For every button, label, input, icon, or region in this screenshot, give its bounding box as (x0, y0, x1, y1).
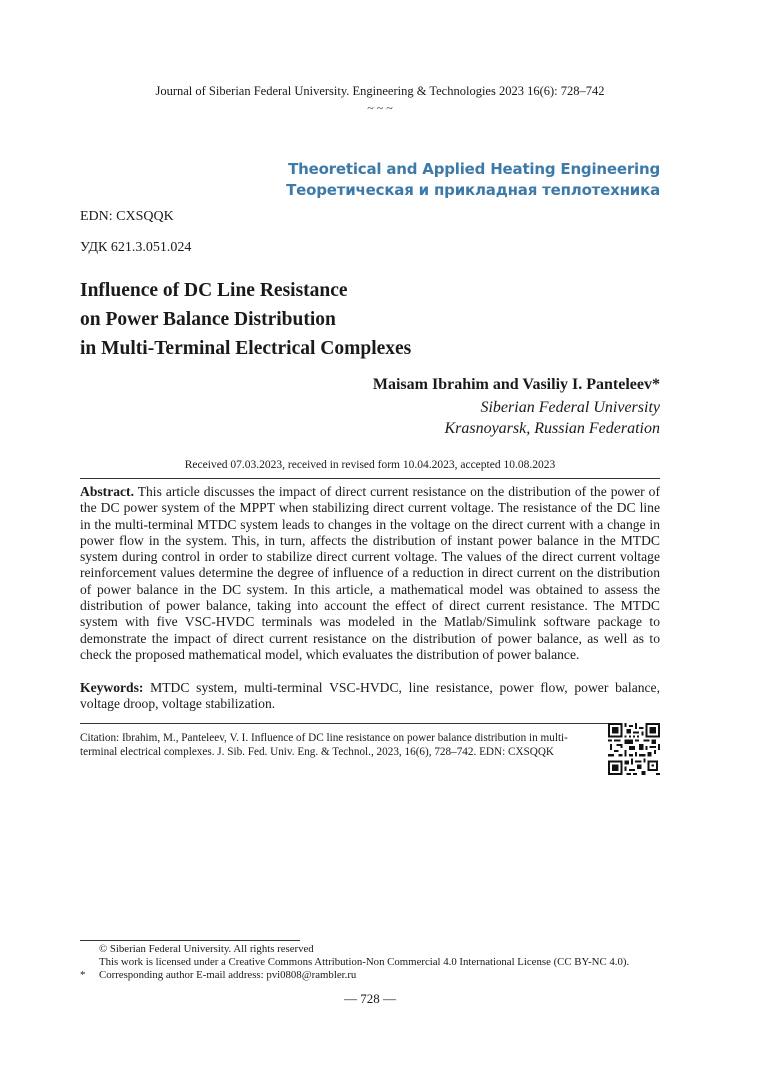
divider (80, 478, 660, 479)
udk-code: УДК 621.3.051.024 (80, 240, 192, 255)
corresponding-author-note: Corresponding author E-mail address: pvi0808@rambler.ru (99, 969, 357, 981)
article-title (80, 276, 600, 363)
authors: Maisam Ibrahim and Vasiliy I. Panteleev* (372, 376, 660, 393)
article-title-line: Influence of DC Line Resistance (80, 280, 348, 301)
affiliation-university: Siberian Federal University (480, 399, 660, 416)
keywords (80, 680, 660, 713)
keywords-text: MTDC system, multi-terminal VSC-HVDC, line resistance, power flow, power balance, voltage droop, voltage stabilization. (80, 680, 660, 712)
affiliation-location: Krasnoyarsk, Russian Federation (444, 420, 660, 437)
copyright-note: © Siberian Federal University. All rights reserved (99, 943, 314, 955)
abstract-text: This article discusses the impact of direct current resistance on the distribution of the power of the DC power system of the MPPT when stabilizing direct current voltage. The resistance of the DC line in the multi-terminal MTDC system leads to changes in the voltage on the direct current with a change in power flow in the system. This, in turn, affects the distribution of instant power balance in the MTDC system during control in order to stabilize direct current voltage. The values of the direct current voltage reinforcement values determine the degree of influence of a reduction in direct current on the distribution of power balance in the DC system. In this article, a mathematical model was obtained to assess the distribution of power balance, taking into account the effect of direct current resistance. The MTDC system with five VSC-HVDC terminals was modeled in the Matlab/Simulink software package to demonstrate the impact of direct current resistance on the distribution of power balance, as well as to check the proposed mathematical model, which evaluates the distribution of power balance. (80, 484, 660, 662)
citation: Citation: Ibrahim, M., Panteleev, V. I. Influence of DC line resistance on power balance distribution in multi-terminal electrical complexes. J. Sib. Fed. Univ. Eng. & Technol., 2023, 16(6), 728–742. EDN: CXSQQK (80, 732, 568, 758)
footnote-divider (80, 940, 300, 941)
section-title-ru: Теоретическая и прикладная теплотехника (286, 181, 660, 199)
header-tilde-divider: ~ ~ ~ (367, 101, 393, 115)
article-title-line: on Power Balance Distribution (80, 309, 336, 330)
qr-code-icon (608, 723, 660, 775)
abstract (80, 484, 660, 663)
page-number: — 728 — (344, 991, 396, 1006)
section-title-en: Theoretical and Applied Heating Engineering (288, 160, 660, 178)
footnote-star: * (80, 969, 86, 981)
received-dates: Received 07.03.2023, received in revised form 10.04.2023, accepted 10.08.2023 (184, 459, 556, 471)
divider (80, 723, 660, 724)
article-title-line: in Multi-Terminal Electrical Complexes (80, 338, 412, 359)
keywords-label: Keywords: (80, 680, 144, 695)
abstract-label: Abstract. (80, 484, 134, 499)
journal-header: Journal of Siberian Federal University. Engineering & Technologies 2023 16(6): 728–742 (155, 84, 605, 98)
edn-code: EDN: CXSQQK (80, 209, 174, 224)
license-note: This work is licensed under a Creative Commons Attribution-Non Commercial 4.0 International License (CC BY-NC 4.0). (99, 956, 630, 968)
